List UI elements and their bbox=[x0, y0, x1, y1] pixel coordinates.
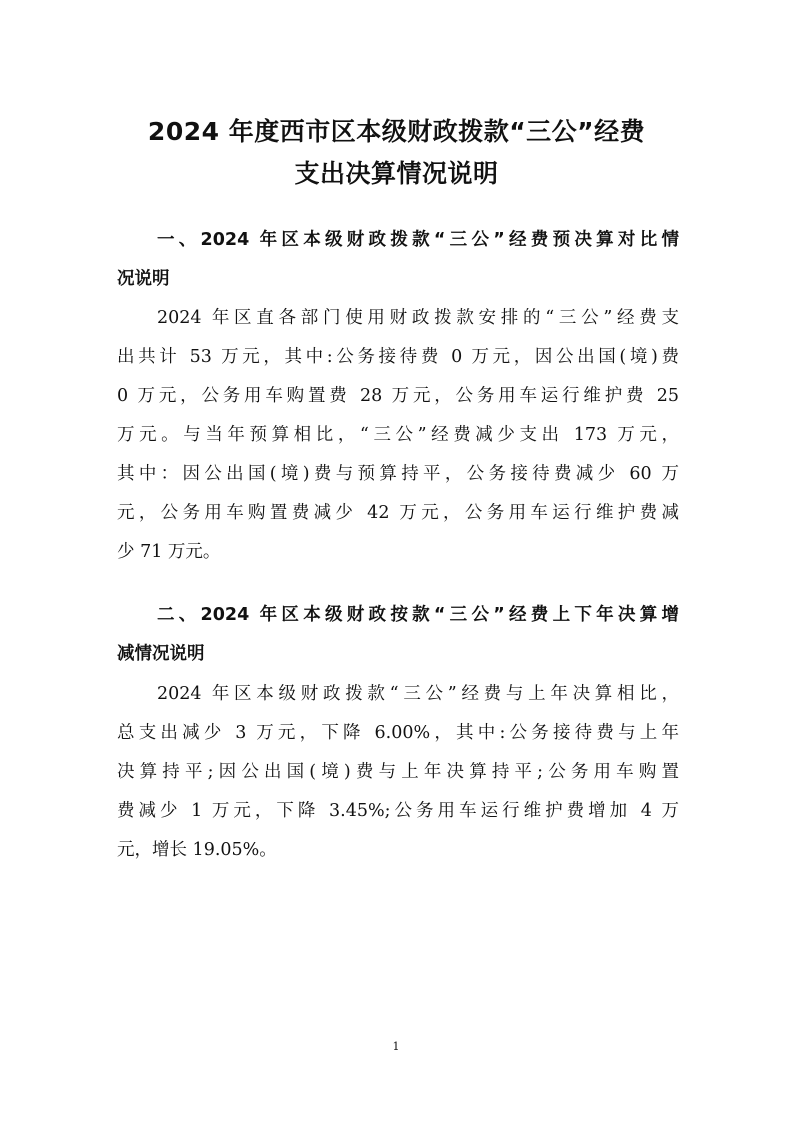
section-2-heading-line-1: 二、2024 年区本级财政按款“三公”经费上下年决算增 bbox=[157, 605, 679, 625]
section-1-paragraph-line-4: 万元。与当年预算相比，“三公”经费减少支出 173 万元， bbox=[117, 425, 679, 445]
section-2-heading-line-2: 减情况说明 bbox=[117, 644, 205, 664]
document-title-line-1: 2024 年度西市区本级财政拨款“三公”经费 bbox=[147, 117, 646, 146]
section-2-paragraph-line-5: 元，增长 19.05%。 bbox=[117, 840, 277, 860]
section-1-paragraph bbox=[117, 299, 679, 572]
section-1-paragraph-line-7: 少 71 万元。 bbox=[117, 542, 221, 562]
section-2-heading bbox=[117, 596, 679, 674]
section-1-paragraph-line-2: 出共计 53 万元，其中:公务接待费 0 万元，因公出国(境)费 bbox=[117, 347, 679, 367]
section-2-paragraph bbox=[117, 675, 679, 870]
section-2-paragraph-line-3: 决算持平;因公出国(境)费与上年决算持平;公务用车购置 bbox=[117, 762, 679, 782]
section-1-heading-line-1: 一、2024 年区本级财政拨款“三公”经费预决算对比情 bbox=[157, 230, 679, 250]
section-1-heading bbox=[117, 221, 679, 299]
document-title-line-2: 支出决算情况说明 bbox=[294, 159, 499, 188]
section-2-paragraph-line-4: 费减少 1 万元，下降 3.45%;公务用车运行维护费增加 4 万 bbox=[117, 801, 679, 821]
section-2-paragraph-line-2: 总支出减少 3 万元，下降 6.00%，其中:公务接待费与上年 bbox=[117, 723, 679, 743]
section-1-heading-line-2: 况说明 bbox=[117, 269, 170, 289]
section-1-paragraph-line-3: 0 万元，公务用车购置费 28 万元，公务用车运行维护费 25 bbox=[117, 386, 679, 406]
section-1-paragraph-line-1: 2024 年区直各部门使用财政拨款安排的“三公”经费支 bbox=[157, 308, 679, 328]
section-1-paragraph-line-5: 其中：因公出国(境)费与预算持平，公务接待费减少 60 万 bbox=[117, 464, 679, 484]
section-1-paragraph-line-6: 元，公务用车购置费减少 42 万元，公务用车运行维护费减 bbox=[117, 503, 679, 523]
section-2-paragraph-line-1: 2024 年区本级财政拨款“三公”经费与上年决算相比， bbox=[157, 684, 679, 704]
page-number: 1 bbox=[392, 1040, 400, 1053]
